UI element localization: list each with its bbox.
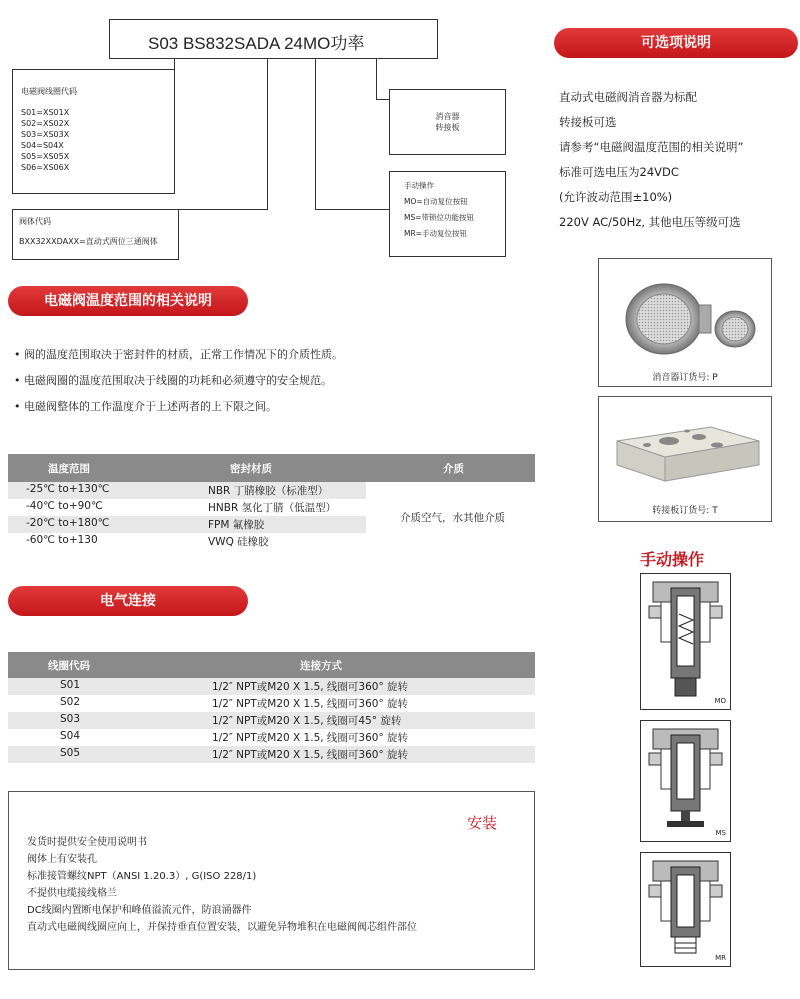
table-row	[8, 695, 535, 712]
muffler-photo-box	[598, 258, 772, 387]
header-connection: 连接方式	[300, 660, 342, 672]
option-line: 转接板可选	[559, 115, 617, 129]
option-line: 220V AC/50Hz, 其他电压等级可选	[559, 215, 741, 229]
option-line: (允许波动范围±10%)	[559, 190, 673, 204]
connector-line	[179, 209, 268, 210]
medium-cell: 介质空气，水其他介质	[400, 512, 505, 524]
bullet-text: 电磁阀圈的温度范围取决于线圈的功耗和必须遵守的安全规范。	[24, 374, 332, 387]
manual-op-box	[389, 171, 506, 257]
table-row	[8, 678, 535, 695]
option-line: 请参考“电磁阀温度范围的相关说明”	[559, 140, 744, 154]
coil-cell: S01	[60, 679, 81, 691]
table-row	[8, 499, 366, 516]
temperature-section-header	[8, 286, 248, 316]
temp-cell: -60℃ to+130	[26, 534, 98, 546]
manual-op-item: MR=手动复位按钮	[404, 229, 467, 238]
connection-cell: 1/2″ NPT或M20 X 1.5, 线圈可360° 旋转	[212, 698, 409, 710]
install-line: 标准接管螺纹NPT（ANSI 1.20.3）, G(ISO 228/1)	[27, 871, 257, 882]
body-code-value: BXX32XXDAXX=直动式两位三通阀体	[19, 237, 158, 246]
coil-code-item: S02=XS02X	[21, 119, 70, 128]
option-line: 标准可选电压为24VDC	[559, 165, 679, 179]
seal-cell: NBR 丁腈橡胶（标准型）	[208, 485, 329, 497]
adapter-plate-image	[599, 405, 771, 495]
table-row	[8, 712, 535, 729]
manual-section-title: 手动操作	[640, 550, 705, 569]
bullet-text: 电磁阀整体的工作温度介于上述两者的上下限之间。	[24, 400, 277, 413]
connector-line	[376, 59, 377, 99]
connection-cell: 1/2″ NPT或M20 X 1.5, 线圈可45° 旋转	[212, 715, 402, 727]
header-coil-code: 线圈代码	[48, 660, 90, 672]
connection-cell: 1/2″ NPT或M20 X 1.5, 线圈可360° 旋转	[212, 681, 409, 693]
seal-cell: FPM 氟橡胶	[208, 519, 265, 531]
connection-cell: 1/2″ NPT或M20 X 1.5, 线圈可360° 旋转	[212, 749, 409, 761]
temperature-bullet: • 阀的温度范围取决于密封件的材质，正常工作情况下的介质性质。	[14, 348, 343, 361]
manual-op-item: MO=自动复位按钮	[404, 197, 468, 206]
electric-section-title: 电气连接	[100, 593, 156, 609]
adapter-caption: 转接板订货号: T	[652, 506, 718, 516]
manual-diagram-ms	[640, 720, 731, 842]
install-line: 不提供电缆接线格兰	[27, 888, 117, 899]
adapter-label: 转接板	[435, 123, 460, 132]
manual-diagram-mo	[640, 573, 731, 710]
temp-cell: -40℃ to+90℃	[26, 500, 103, 512]
electric-table-header	[8, 652, 535, 678]
table-row	[8, 516, 366, 533]
connector-line	[315, 209, 389, 210]
connector-line	[315, 59, 316, 209]
header-medium: 介质	[443, 463, 464, 475]
install-line: 阀体上有安装孔	[27, 854, 97, 865]
coil-code-heading: 电磁阀线圈代码	[21, 87, 77, 96]
body-code-heading: 阀体代码	[19, 217, 51, 226]
connector-line	[174, 59, 175, 69]
coil-code-item: S05=XS05X	[21, 152, 70, 161]
muffler-label: 消音器	[435, 112, 460, 121]
connector-line	[267, 59, 268, 209]
coil-cell: S02	[60, 696, 81, 708]
temp-cell: -25℃ to+130℃	[26, 483, 110, 495]
adapter-photo-box	[598, 396, 772, 522]
coil-code-item: S04=S04X	[21, 141, 64, 150]
coil-cell: S03	[60, 713, 81, 725]
mr-label: MR	[715, 954, 726, 962]
model-code-title: S03 BS832SADA 24MO功率	[148, 34, 365, 53]
install-lines	[27, 834, 532, 936]
mo-valve-drawing	[641, 574, 730, 709]
model-code-box	[109, 19, 438, 59]
temp-cell: -20℃ to+180℃	[26, 517, 110, 529]
seal-cell: HNBR 氢化丁腈（低温型）	[208, 502, 337, 514]
ms-valve-drawing	[641, 721, 730, 841]
muffler-adapter-box	[389, 89, 506, 155]
install-line: DC线圈内置断电保护和峰值溢流元件，防浪涌器件	[27, 905, 252, 916]
table-row	[8, 729, 535, 746]
install-line: 发货时提供安全使用说明书	[27, 837, 147, 848]
temperature-bullet: • 电磁阀整体的工作温度介于上述两者的上下限之间。	[14, 400, 277, 413]
temperature-bullet: • 电磁阀圈的温度范围取决于线圈的功耗和必须遵守的安全规范。	[14, 374, 332, 387]
connector-line	[376, 99, 389, 100]
coil-code-item: S01=XS01X	[21, 108, 70, 117]
temperature-table	[8, 454, 535, 550]
electric-table	[8, 652, 535, 763]
ms-label: MS	[715, 829, 726, 837]
seal-cell: VWQ 硅橡胶	[208, 536, 269, 548]
manual-op-heading: 手动操作	[404, 181, 434, 190]
coil-code-box	[12, 69, 175, 194]
mo-label: MO	[714, 697, 726, 705]
coil-code-item: S03=XS03X	[21, 130, 70, 139]
table-row	[8, 482, 366, 499]
muffler-image	[599, 267, 771, 372]
options-section-title: 可选项说明	[641, 35, 711, 51]
connection-cell: 1/2″ NPT或M20 X 1.5, 线圈可360° 旋转	[212, 732, 409, 744]
muffler-caption: 消音器订货号: P	[652, 373, 718, 383]
install-line: 直动式电磁阀线圈应向上，并保持垂直位置安装，以避免异物堆积在电磁阀阀芯组件部位	[27, 922, 417, 933]
temperature-table-header	[8, 454, 535, 482]
coil-cell: S04	[60, 730, 81, 742]
options-section-header	[554, 28, 798, 58]
coil-cell: S05	[60, 747, 81, 759]
temperature-bullets	[14, 342, 534, 420]
body-code-box	[12, 209, 179, 260]
option-line: 直动式电磁阀消音器为标配	[559, 90, 697, 104]
bullet-text: 阀的温度范围取决于密封件的材质，正常工作情况下的介质性质。	[24, 348, 343, 361]
mr-valve-drawing	[641, 853, 730, 966]
header-seal-material: 密封材质	[230, 463, 272, 475]
header-temp-range: 温度范围	[48, 463, 90, 475]
temperature-section-title: 电磁阀温度范围的相关说明	[44, 293, 212, 309]
install-title: 安装	[467, 814, 498, 832]
manual-diagram-mr	[640, 852, 731, 967]
coil-code-item: S06=XS06X	[21, 163, 70, 172]
options-list	[559, 85, 799, 235]
manual-op-item: MS=带锁位功能按钮	[404, 213, 475, 222]
table-row	[8, 533, 366, 550]
install-box	[8, 791, 535, 970]
electric-section-header	[8, 586, 248, 616]
table-row	[8, 746, 535, 763]
